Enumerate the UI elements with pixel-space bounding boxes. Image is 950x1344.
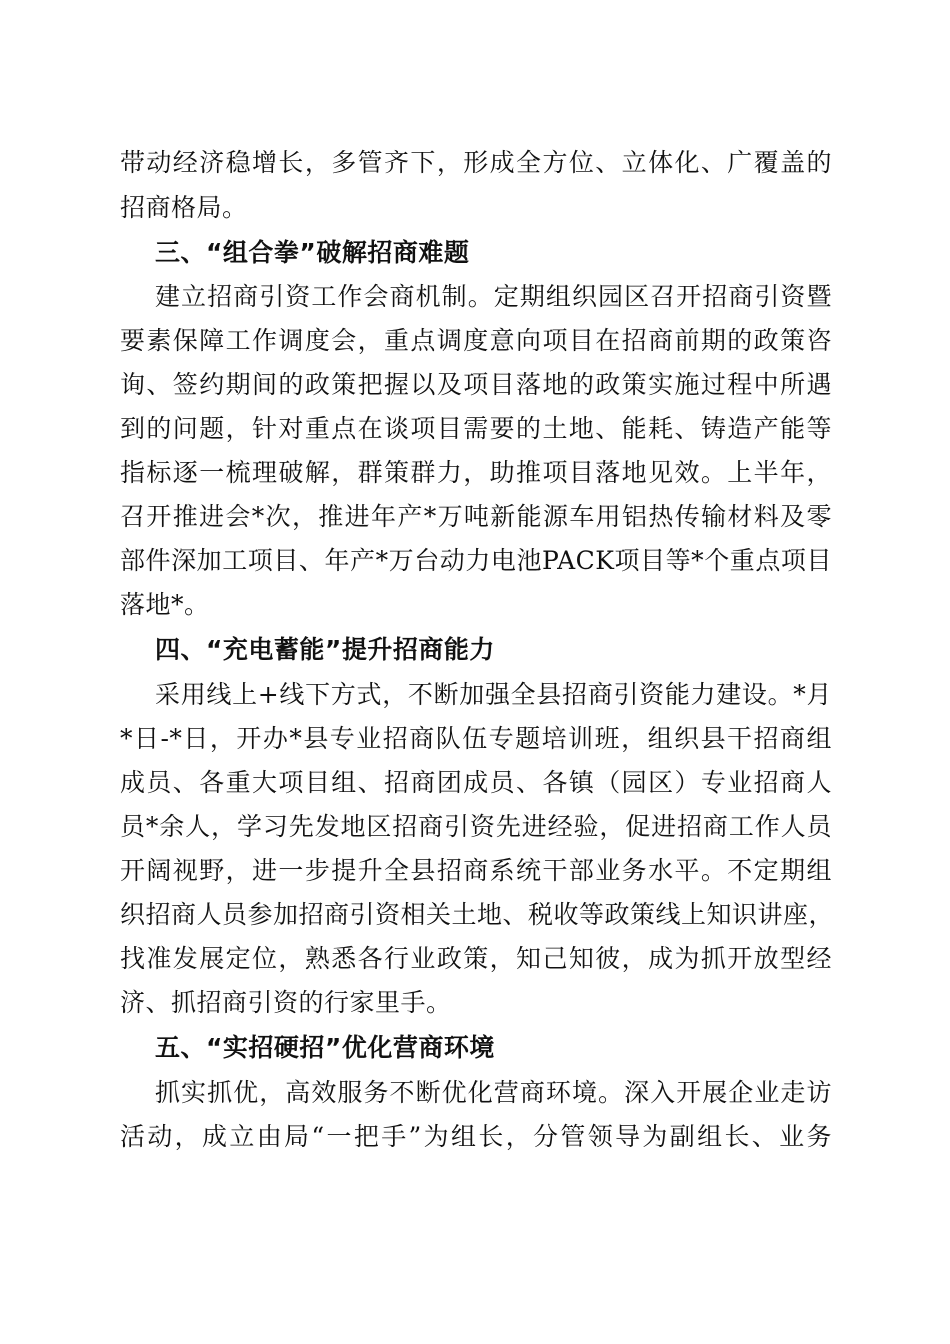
paragraph-line: 活动，成立由局“一把手”为组长，分管领导为副组长、业务 bbox=[120, 1122, 832, 1151]
paragraph-line: 织招商人员参加招商引资相关土地、税收等政策线上知识讲座， bbox=[120, 900, 835, 929]
paragraph-line: 员*余人，学习先发地区招商引资先进经验，促进招商工作人员 bbox=[120, 812, 832, 841]
paragraph-line: 部件深加工项目、年产*万台动力电池PACK项目等*个重点项目 bbox=[120, 546, 832, 575]
paragraph-line: 到的问题，针对重点在谈项目需要的土地、能耗、铸造产能等 bbox=[120, 414, 832, 443]
paragraph-line: 询、签约期间的政策把握以及项目落地的政策实施过程中所遇 bbox=[120, 370, 832, 399]
paragraph-line: 指标逐一梳理破解，群策群力，助推项目落地见效。上半年， bbox=[120, 458, 832, 487]
paragraph-line: 成员、各重大项目组、招商团成员、各镇（园区）专业招商人 bbox=[120, 768, 832, 797]
paragraph-line: *日-*日，开办*县专业招商队伍专题培训班，组织县干招商组 bbox=[120, 724, 832, 753]
paragraph-line: 找准发展定位，熟悉各行业政策，知己知彼，成为抓开放型经 bbox=[120, 944, 832, 973]
paragraph-line: 要素保障工作调度会，重点调度意向项目在招商前期的政策咨 bbox=[120, 326, 832, 355]
paragraph-line: 建立招商引资工作会商机制。定期组织园区召开招商引资暨 bbox=[155, 282, 832, 311]
paragraph-line: 采用线上+线下方式，不断加强全县招商引资能力建设。*月 bbox=[155, 680, 832, 709]
paragraph-line: 开阔视野，进一步提升全县招商系统干部业务水平。不定期组 bbox=[120, 856, 832, 885]
section-heading-5: 五、“实招硬招”优化营商环境 bbox=[155, 1033, 495, 1062]
section-heading-4: 四、“充电蓄能”提升招商能力 bbox=[155, 635, 495, 664]
paragraph-line: 带动经济稳增长，多管齐下，形成全方位、立体化、广覆盖的 bbox=[120, 148, 832, 177]
paragraph-line: 抓实抓优，高效服务不断优化营商环境。深入开展企业走访 bbox=[155, 1078, 832, 1107]
paragraph-line: 落地*。 bbox=[120, 590, 210, 619]
paragraph-line: 招商格局。 bbox=[120, 193, 248, 222]
section-heading-3: 三、“组合拳”破解招商难题 bbox=[155, 238, 470, 267]
paragraph-line: 召开推进会*次，推进年产*万吨新能源车用铝热传输材料及零 bbox=[120, 502, 832, 531]
paragraph-line: 济、抓招商引资的行家里手。 bbox=[120, 988, 452, 1017]
